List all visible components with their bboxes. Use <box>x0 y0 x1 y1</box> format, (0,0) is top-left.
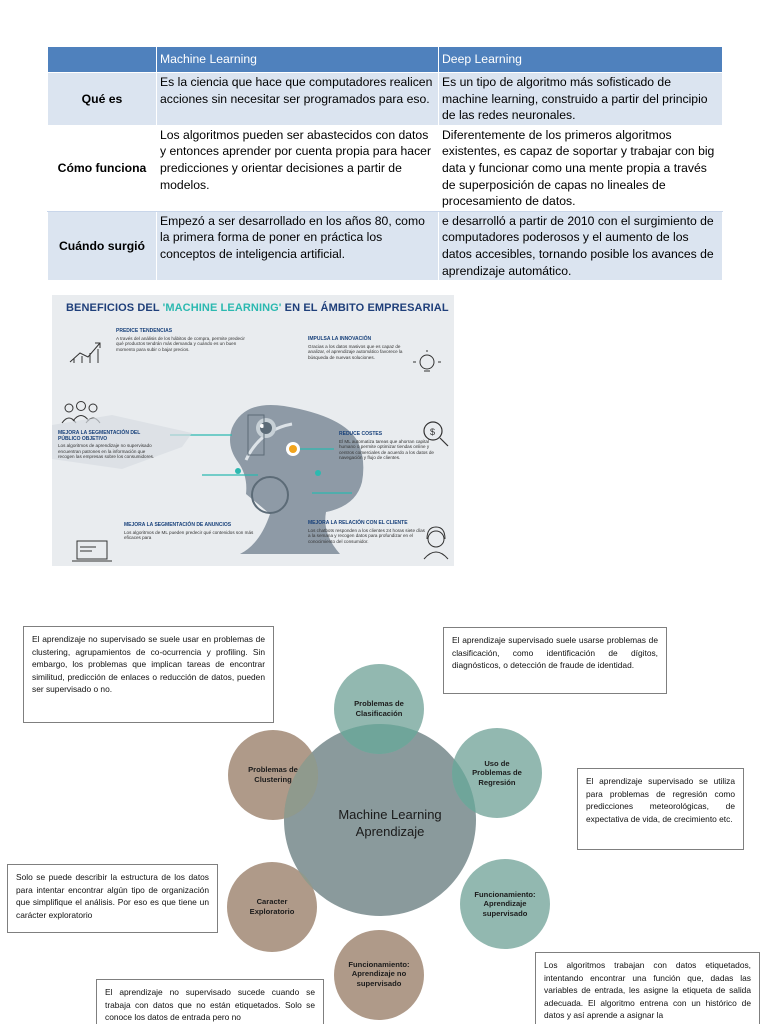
info-block-heading: MEJORA LA SEGMENTACIÓN DEL PÚBLICO OBJETIVO <box>58 430 141 442</box>
info-block-text: A través del análisis de los hábitos de compra, permite predecir qué productos tendrán más demanda y cuándo es un buen momento para subir o bajar precios. <box>116 335 245 352</box>
info-block-text: Los chatbots responden a los clientes 24 horas siete días a la semana y recogen datos para profundizar en el conocimiento del consumidor. <box>308 527 425 544</box>
node-label-unsupervised: Funcionamiento: Aprendizaje no supervisado <box>348 959 410 988</box>
info-block-heading: IMPULSA LA INNOVACIÓN <box>308 336 372 342</box>
node-label-regression: Uso de Problemas de Regresión <box>472 758 522 787</box>
note-unsupervised-def: El aprendizaje no supervisado sucede cuando se trabaja con datos que no están etiquetados. Solo se conoce los datos de entrada pero no <box>96 979 324 1024</box>
table-cell-ml: Es la ciencia que hace que computadores realicen acciones sin necesitar ser programados para eso. <box>157 73 439 126</box>
info-block-heading: MEJORA LA SEGMENTACIÓN DE ANUNCIOS <box>124 522 232 528</box>
table-cell-ml: Los algoritmos pueden ser abastecidos con datos y entonces aprender por cuenta propia para hacer predicciones y orientar decisiones a partir de modelos. <box>157 125 439 211</box>
info-block-heading: PREDICE TENDENCIAS <box>116 328 173 334</box>
note-supervised-def: Los algoritmos trabajan con datos etiquetados, intentando encontrar una función que, dadas las variables de entrada, les asigne la etiqueta de salida adecuada. El algoritmo entrena con un histórico de datos y así aprende a asignar la <box>535 952 760 1024</box>
table-cell-dl: e desarrolló a partir de 2010 con el surgimiento de computadores poderosos y el aumento de los datos accesibles, tornando posible los avances de aprendizaje automático. <box>439 211 723 280</box>
info-block-heading: REDUCE COSTES <box>339 431 383 437</box>
note-unsupervised-uses: El aprendizaje no supervisado se suele usar en problemas de clustering, agrupamientos de co-ocurrencia y profiling. Sin embargo, los problemas que implican tareas de encontrar similitud, predicción de enlaces o reducción de datos, pueden ser supervisado o no. <box>23 626 274 723</box>
mindmap-center-label: Machine Learning Aprendizaje <box>338 807 442 839</box>
note-exploratory: Solo se puede describir la estructura de los datos para intentar encontrar algún tipo de organización que simplifique el análisis. Por eso es que tiene un carácter exploratorio <box>7 864 218 933</box>
table-header-dl: Deep Learning <box>439 47 723 73</box>
infographic-title-post: EN EL ÁMBITO EMPRESARIAL <box>281 302 449 314</box>
info-block-text: El ML automatiza tareas que ahorran capital humano o permite optimizar tiendas online y centros comerciales de acuerdo a los datos de navegación y flujo de clientes. <box>339 438 434 461</box>
table-cell-dl: Es un tipo de algoritmo más sofisticado de machine learning, construido a partir del principio de las redes neuronales. <box>439 73 723 126</box>
infographic-title-quote: 'MACHINE LEARNING' <box>162 302 282 314</box>
row-label: Qué es <box>48 73 157 126</box>
node-label-supervised: Funcionamiento: Aprendizaje supervisado <box>474 889 536 918</box>
info-block-text: Los algoritmos de ML pueden predecir qué contenidos son más eficaces para <box>124 529 254 541</box>
table-cell-ml: Empezó a ser desarrollado en los años 80, como la primera forma de poner en práctica los conceptos de inteligencia artificial. <box>157 211 439 280</box>
table-cell-dl: Diferentemente de los primeros algoritmos existentes, es capaz de soportar y trabajar con big data y funcionar como una mente propia a través de superposición de capas no lineales de procesamiento de datos. <box>439 125 723 211</box>
row-label: Cómo funciona <box>48 125 157 211</box>
svg-text:$: $ <box>430 427 436 437</box>
table-header-ml: Machine Learning <box>157 47 439 73</box>
info-block-text: Gracias a los datos masivos que es capaz de analizar, el aprendizaje automático favorece la búsqueda de nuevas soluciones. <box>308 343 403 360</box>
note-classification: El aprendizaje supervisado suele usarse problemas de clasificación, como identificación de dígitos, diagnósticos, o detección de fraude de identidad. <box>443 627 667 694</box>
node-label-clustering: Problemas de Clustering <box>248 765 298 784</box>
infographic-title-pre: BENEFICIOS DEL <box>66 302 163 314</box>
node-label-exploratory: Caracter Exploratorio <box>249 897 295 916</box>
info-block-heading: MEJORA LA RELACIÓN CON EL CLIENTE <box>308 520 408 526</box>
row-label: Cuándo surgió <box>48 211 157 280</box>
info-block-text: Los algoritmos de aprendizaje no supervisado encuentran patrones en la información que recogen las empresas sobre los consumidores. <box>58 443 155 460</box>
node-label-classification: Problemas de Clasificación <box>354 699 404 718</box>
note-regression: El aprendizaje supervisado se utiliza para problemas de regresión como predicciones meteorológicas, de expectativa de vida, de crecimiento etc. <box>577 768 744 850</box>
